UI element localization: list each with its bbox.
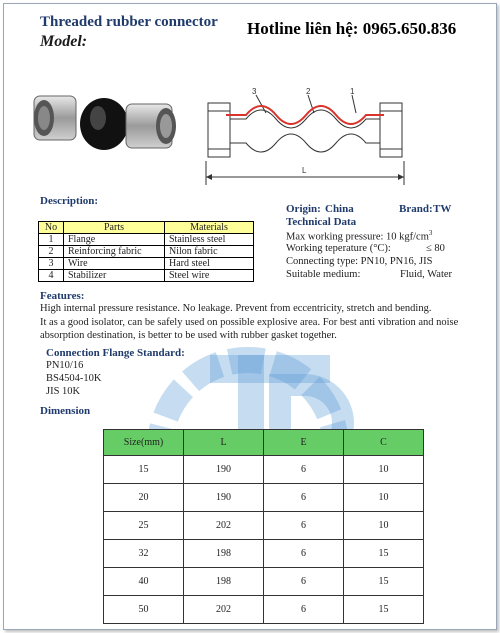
table-cell: 2: [39, 246, 64, 258]
standard-heading: Connection Flange Standard:: [46, 347, 185, 359]
table-row: [104, 596, 424, 624]
dimension-l-label: L: [302, 166, 307, 175]
table-cell: 190: [184, 484, 264, 512]
table-cell: 15: [344, 596, 424, 624]
features-line-2: It as a good isolator, can be safely used on possible explosive area. For best anti vibration and noise: [40, 317, 459, 328]
table-cell: Flange: [64, 234, 165, 246]
dimension-table-header: [104, 430, 424, 456]
col-parts: Parts: [64, 222, 165, 234]
table-row: [104, 568, 424, 596]
table-cell: 10: [344, 456, 424, 484]
technical-heading: Technical Data: [286, 216, 357, 228]
table-cell: 25: [104, 512, 184, 540]
table-cell: 20: [104, 484, 184, 512]
features-line-3: absorption destination, is better to be used with rubber gasket together.: [40, 330, 337, 341]
table-cell: 6: [264, 540, 344, 568]
table-cell: 50: [104, 596, 184, 624]
table-cell: 198: [184, 568, 264, 596]
table-cell: 15: [344, 568, 424, 596]
parts-table: [38, 221, 254, 282]
table-cell: 6: [264, 596, 344, 624]
temperature-label: Working teperature (°C):: [286, 243, 391, 254]
hotline-text: Hotline liên hệ: 0965.650.836: [247, 19, 457, 38]
table-cell: 40: [104, 568, 184, 596]
table-cell: 6: [264, 456, 344, 484]
table-cell: Wire: [64, 258, 165, 270]
standard-item: PN10/16: [46, 360, 84, 371]
callout-3: 3: [252, 87, 257, 96]
col-size: Size(mm): [104, 430, 184, 456]
table-row: [39, 270, 254, 282]
brand-label: Brand:: [399, 203, 433, 215]
medium-value: Fluid, Water: [400, 269, 453, 280]
table-cell: 10: [344, 484, 424, 512]
table-cell: 6: [264, 568, 344, 596]
col-no: No: [39, 222, 64, 234]
temperature-value: ≤ 80: [426, 243, 445, 254]
table-row: [104, 512, 424, 540]
description-heading: Description:: [40, 195, 99, 207]
table-cell: Reinforcing fabric: [64, 246, 165, 258]
table-cell: 15: [344, 540, 424, 568]
table-cell: Nilon fabric: [165, 246, 254, 258]
table-cell: 4: [39, 270, 64, 282]
medium-label: Suitable medium:: [286, 269, 361, 280]
col-l: L: [184, 430, 264, 456]
table-cell: 15: [104, 456, 184, 484]
pressure-text: [286, 229, 432, 243]
table-row: [104, 456, 424, 484]
features-line-1: High internal pressure resistance. No leakage. Prevent from eccentricity, stretch and bending.: [40, 303, 432, 314]
table-cell: 202: [184, 596, 264, 624]
connecting-type: Connecting type: PN10, PN16, JIS: [286, 256, 433, 267]
table-cell: 3: [39, 258, 64, 270]
table-cell: 198: [184, 540, 264, 568]
col-c: C: [344, 430, 424, 456]
pressure-value: Max working pressure: 10 kgf/cm: [286, 231, 429, 243]
origin-label: Origin:: [286, 203, 321, 215]
model-label: Model:: [40, 33, 88, 50]
technical-drawing: [196, 85, 414, 195]
pressure-sup: 3: [428, 229, 433, 237]
standard-item: JIS 10K: [46, 386, 81, 397]
table-cell: 10: [344, 512, 424, 540]
table-row: [104, 484, 424, 512]
dimension-heading: Dimension: [40, 405, 91, 417]
product-title: Threaded rubber connector: [40, 14, 218, 30]
table-cell: Stabilizer: [64, 270, 165, 282]
table-cell: 6: [264, 512, 344, 540]
table-cell: Hard steel: [165, 258, 254, 270]
table-cell: 6: [264, 484, 344, 512]
dimension-table: [103, 429, 424, 624]
col-materials: Materials: [165, 222, 254, 234]
origin-value: China: [325, 203, 354, 215]
callout-2: 2: [306, 87, 311, 96]
table-cell: 1: [39, 234, 64, 246]
table-row: [104, 540, 424, 568]
table-cell: 202: [184, 512, 264, 540]
table-cell: Stainless steel: [165, 234, 254, 246]
col-e: E: [264, 430, 344, 456]
table-cell: Steel wire: [165, 270, 254, 282]
table-cell: 190: [184, 456, 264, 484]
callout-1: 1: [350, 87, 355, 96]
table-row: [39, 258, 254, 270]
features-heading: Features:: [40, 290, 85, 302]
brand-value: TW: [433, 203, 452, 215]
table-row: [39, 246, 254, 258]
table-cell: 32: [104, 540, 184, 568]
table-row: [39, 234, 254, 246]
parts-table-header: [39, 222, 254, 234]
standard-item: BS4504-10K: [46, 373, 102, 384]
product-photo: [26, 78, 186, 168]
